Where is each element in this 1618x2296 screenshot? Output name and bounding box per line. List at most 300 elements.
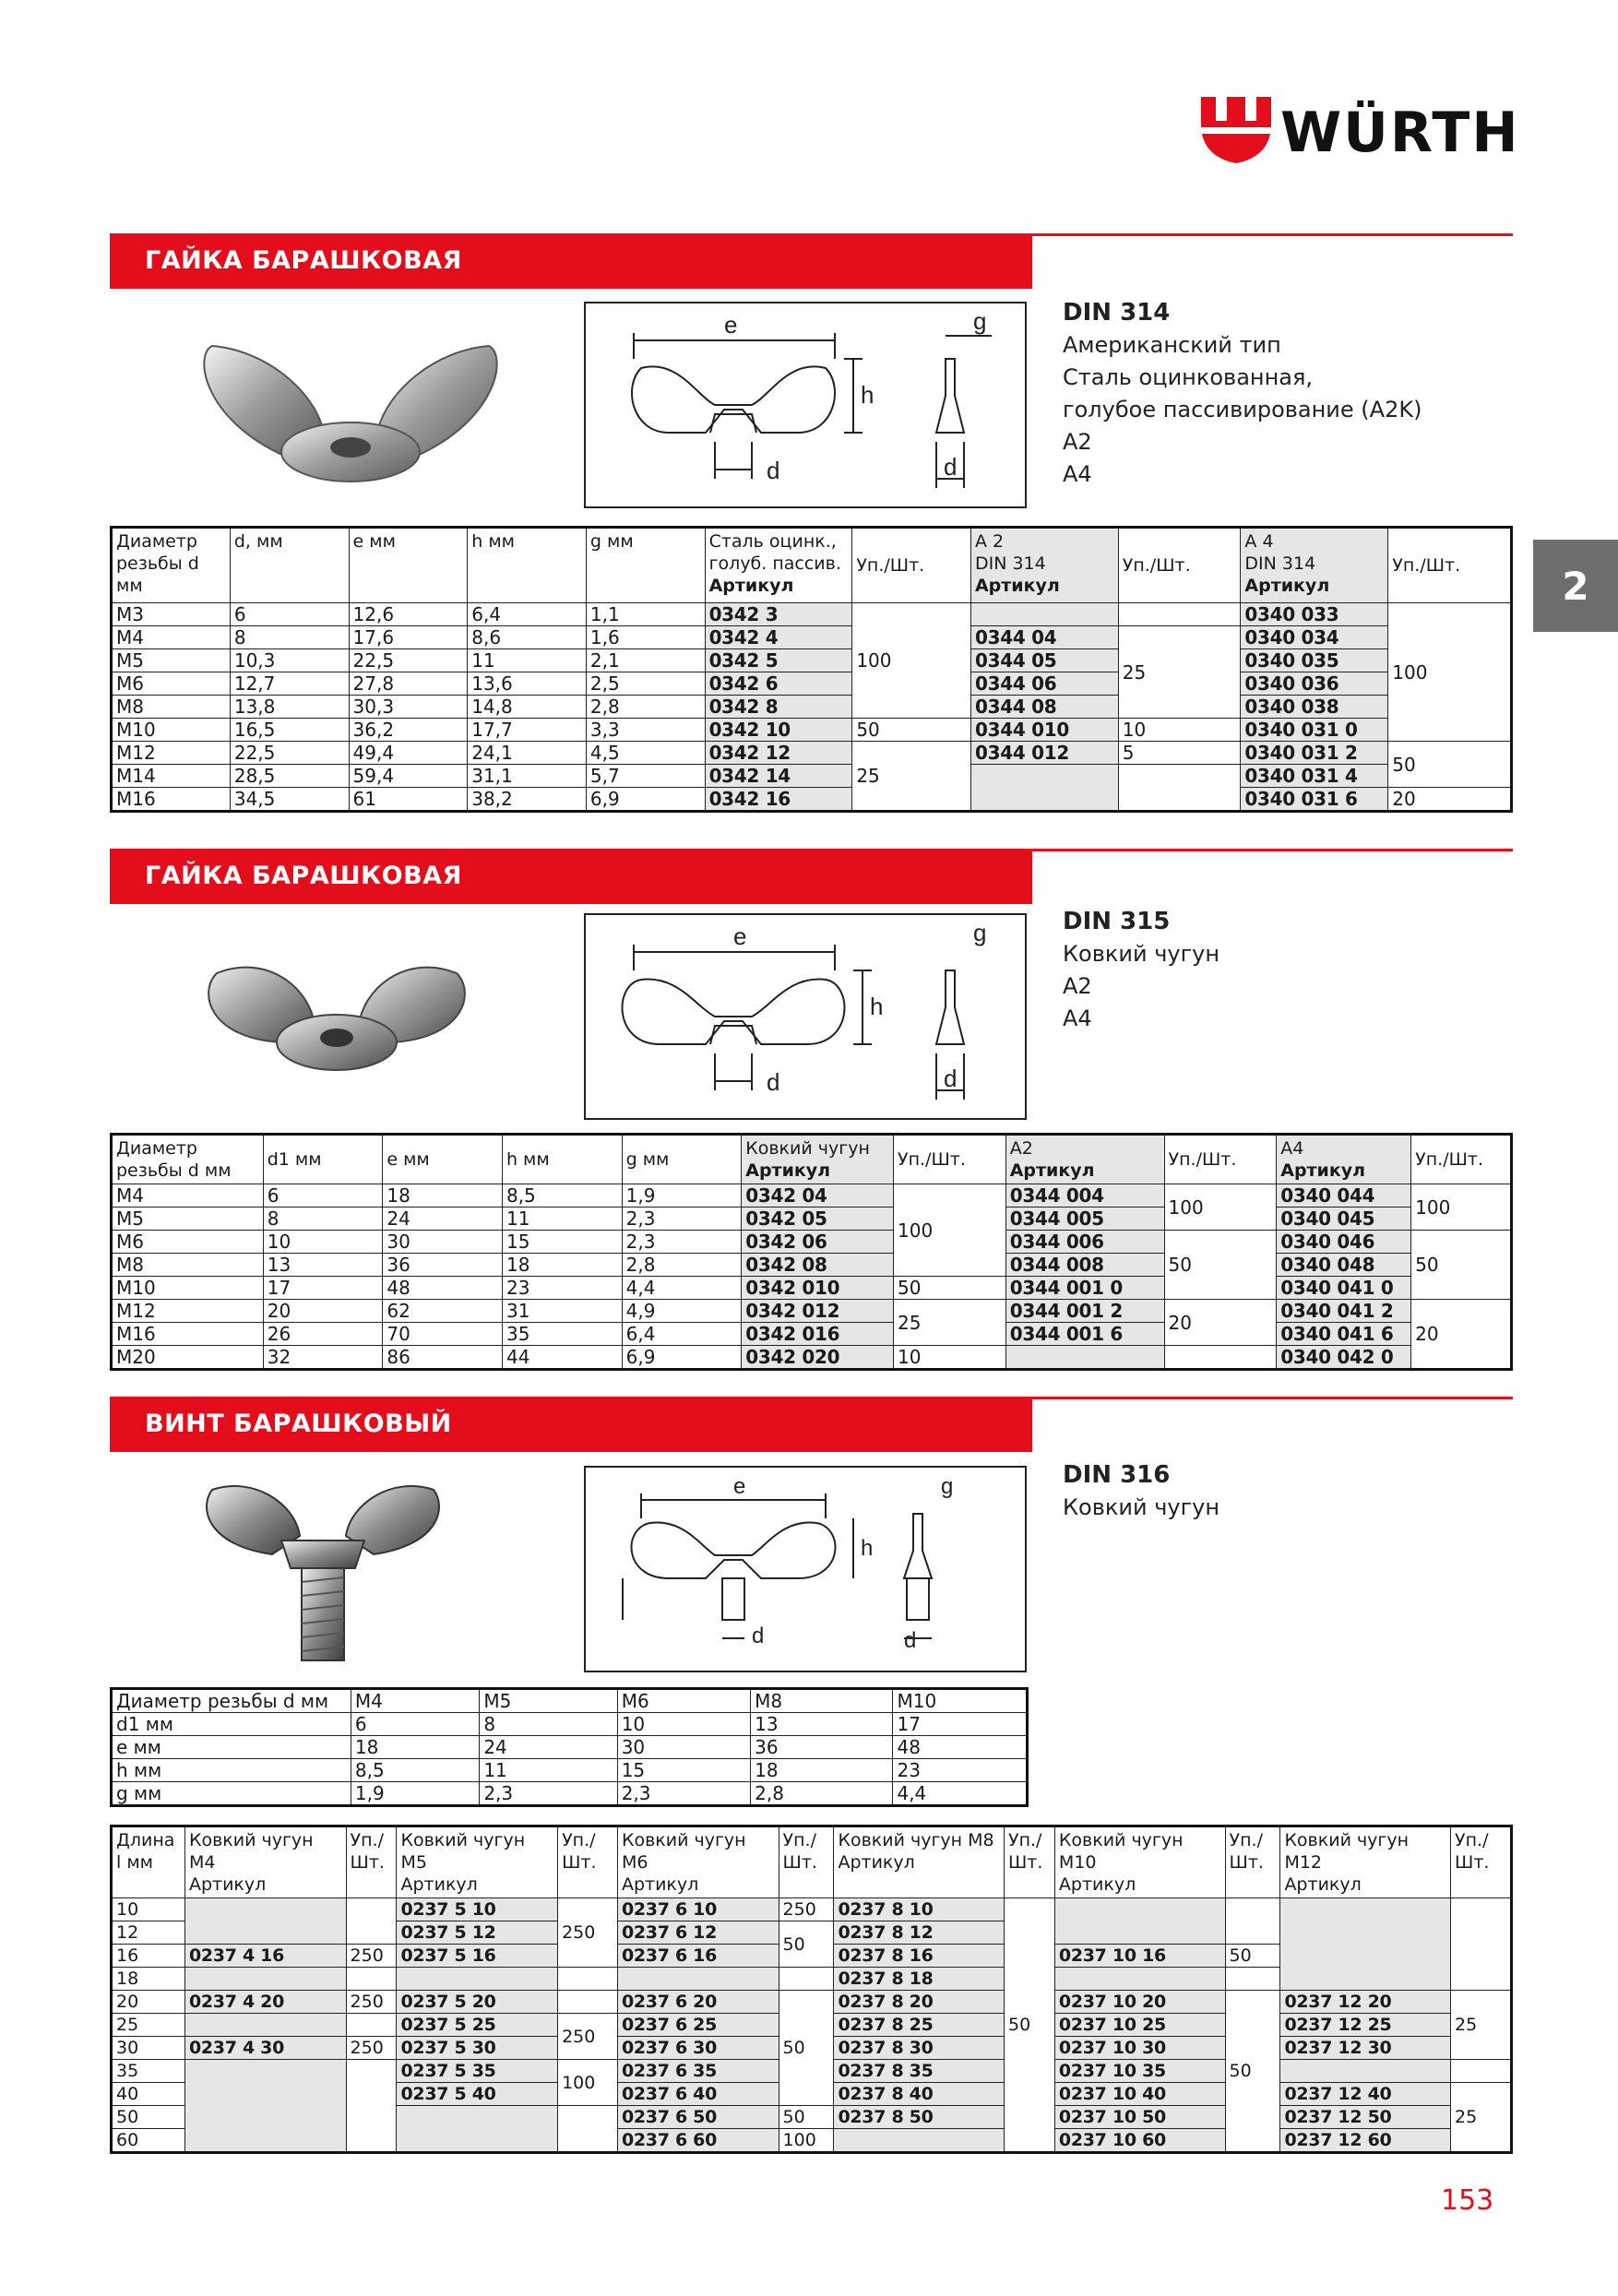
table-cell: h мм (112, 1759, 351, 1782)
table-cell: 1,6 (586, 626, 705, 649)
table-cell (617, 1968, 779, 1991)
wurth-logo-mark-icon (1199, 97, 1273, 163)
col-header: A 4 DIN 314 Артикул (1241, 528, 1388, 603)
table-cell: 0344 06 (970, 672, 1118, 696)
table-cell: 50 (1164, 1231, 1277, 1300)
table-cell: 17,7 (468, 719, 587, 742)
table-cell: M6 (112, 1231, 264, 1254)
table-cell: 50 (112, 2106, 185, 2129)
table-cell: 0344 004 (1005, 1184, 1164, 1207)
table-cell: 8 (230, 626, 349, 649)
col-header: Уп./ Шт. (1451, 1826, 1512, 1898)
table-cell: 0342 04 (742, 1184, 894, 1207)
table-cell: 4,4 (622, 1277, 742, 1300)
table-cell: 10 (263, 1231, 383, 1254)
col-header: h мм (502, 1135, 622, 1184)
table-cell: 250 (779, 1898, 834, 1921)
col-header: Уп./ Шт. (1225, 1826, 1280, 1898)
chapter-tab: 2 (1533, 540, 1618, 632)
table-cell: 0340 048 (1277, 1254, 1411, 1277)
table-cell: 0342 010 (742, 1277, 894, 1300)
table-cell (184, 1898, 346, 1945)
table-cell: 23 (893, 1759, 1028, 1782)
table-cell: M5 (112, 1207, 264, 1231)
table-cell: 1,1 (586, 603, 705, 626)
table-cell: 20 (1411, 1300, 1512, 1370)
wing-nut-photo-1 (175, 318, 526, 494)
dim-label-g: g (973, 307, 987, 335)
table-cell: 50 (779, 1921, 834, 1968)
table-cell: 38,2 (468, 788, 587, 812)
table-cell: 0340 031 2 (1241, 742, 1388, 765)
table-cell: 0340 031 6 (1241, 788, 1388, 812)
product-description-3 (1063, 1459, 1219, 1524)
table-cell: 10,3 (230, 649, 349, 672)
table-cell: 12,6 (349, 603, 468, 626)
table-cell: 0237 5 10 (397, 1898, 558, 1921)
table-row (112, 765, 1512, 788)
table-cell (558, 2106, 618, 2153)
table-row (112, 1231, 1512, 1254)
table-cell: 0340 041 0 (1277, 1277, 1411, 1300)
table-cell: 10 (112, 1898, 185, 1921)
col-header: Уп./ Шт. (346, 1826, 397, 1898)
table-cell: 250 (346, 1991, 397, 2014)
table-cell: 0340 041 2 (1277, 1300, 1411, 1323)
table-cell (1164, 1346, 1277, 1370)
table-cell: 2,1 (586, 649, 705, 672)
table-cell: 0237 6 60 (617, 2129, 779, 2153)
table-cell: 59,4 (349, 765, 468, 788)
table-cell: 0237 10 16 (1054, 1945, 1225, 1968)
table-cell: 22,5 (230, 742, 349, 765)
table-row (112, 1254, 1512, 1277)
table-row (112, 1323, 1512, 1346)
table-cell: 6,9 (586, 788, 705, 812)
table-cell: 40 (112, 2083, 185, 2106)
table-cell: 24,1 (468, 742, 587, 765)
table-cell: 35 (502, 1323, 622, 1346)
dim-label-d1: d (904, 1628, 917, 1653)
table-cell: 0237 5 40 (397, 2083, 558, 2106)
table-cell: 20 (1164, 1300, 1277, 1346)
table-cell (1054, 1968, 1225, 1991)
table-cell: 2,3 (622, 1231, 742, 1254)
table-cell: 13 (263, 1254, 383, 1277)
table-cell: 0237 12 20 (1280, 1991, 1451, 2014)
wing-nut-photo-2 (198, 936, 475, 1084)
table-cell: M14 (112, 765, 231, 788)
table-cell: 15 (502, 1231, 622, 1254)
table-cell: 0344 008 (1005, 1254, 1164, 1277)
section-rule (1032, 233, 1513, 236)
table-cell: 0342 06 (742, 1231, 894, 1254)
table-cell: 5,7 (586, 765, 705, 788)
section-rule (1032, 849, 1513, 851)
table-cell: 25 (852, 742, 971, 812)
table-cell: 11 (502, 1207, 622, 1231)
table-cell: 0340 042 0 (1277, 1346, 1411, 1370)
table-cell: 13,6 (468, 672, 587, 696)
table-cell: 0237 6 40 (617, 2083, 779, 2106)
col-header: g мм (622, 1135, 742, 1184)
table-cell (1280, 1898, 1451, 1991)
table-cell: 11 (468, 649, 587, 672)
table-cell: 0237 8 10 (834, 1898, 1005, 1921)
table-cell: 0237 6 30 (617, 2037, 779, 2060)
desc-line: A4 (1063, 461, 1092, 487)
table-cell: M5 (480, 1689, 617, 1713)
table-row (112, 603, 1512, 626)
dim-label-d: d (767, 1068, 780, 1096)
desc-line: Сталь оцинкованная, (1063, 364, 1314, 390)
dim-label-h: h (861, 1536, 874, 1561)
table-cell: 0340 046 (1277, 1231, 1411, 1254)
table-cell: 25 (1451, 1991, 1512, 2060)
table-cell: 0237 12 60 (1280, 2129, 1451, 2153)
table-cell: 100 (1388, 603, 1512, 742)
table-cell: 30 (112, 2037, 185, 2060)
table-cell: 250 (558, 2014, 618, 2060)
table-cell: 6 (230, 603, 349, 626)
table-cell: M16 (112, 1323, 264, 1346)
table-cell: 25 (1118, 626, 1241, 719)
table-cell: 0237 5 16 (397, 1945, 558, 1968)
table-cell (970, 765, 1118, 812)
table-cell: M16 (112, 788, 231, 812)
table-cell: 0237 12 25 (1280, 2014, 1451, 2037)
table-cell: 0342 10 (705, 719, 852, 742)
section-header-1 (110, 233, 1032, 289)
table-cell: 0237 10 35 (1054, 2060, 1225, 2083)
table-cell: 25 (1451, 2083, 1512, 2153)
col-header: Сталь оцинк., голуб. пассив. Артикул (705, 528, 852, 603)
din-code: DIN 314 (1063, 299, 1171, 327)
table-cell: 26 (263, 1323, 383, 1346)
table-cell: M12 (112, 742, 231, 765)
table-cell (558, 1991, 618, 2014)
table-cell: M6 (112, 672, 231, 696)
table-cell: 0340 038 (1241, 696, 1388, 719)
table-cell: 50 (1225, 1945, 1280, 1968)
wing-screw-photo (198, 1467, 447, 1670)
table-cell: 4,9 (622, 1300, 742, 1323)
table-cell: M4 (112, 1184, 264, 1207)
table-cell: M4 (351, 1689, 479, 1713)
table-cell: 16 (112, 1945, 185, 1968)
table-cell: 17,6 (349, 626, 468, 649)
col-header: Длина l мм (112, 1826, 185, 1898)
table-cell: 2,8 (586, 696, 705, 719)
page-number: 153 (1441, 2184, 1494, 2217)
table-cell: 50 (1004, 1898, 1054, 2153)
table-cell: 0342 08 (742, 1254, 894, 1277)
table-row (112, 649, 1512, 672)
table-cell: 0237 8 30 (834, 2037, 1005, 2060)
table-cell (1118, 765, 1241, 812)
dim-label-g: g (973, 919, 987, 946)
table-cell: 8 (480, 1713, 617, 1736)
table-cell: 0342 14 (705, 765, 852, 788)
table-cell: 36,2 (349, 719, 468, 742)
table-cell: 0237 12 30 (1280, 2037, 1451, 2060)
table-cell: 0340 036 (1241, 672, 1388, 696)
table-cell: 2,3 (480, 1782, 617, 1806)
table-cell: 0237 10 25 (1054, 2014, 1225, 2037)
table-cell: M5 (112, 649, 231, 672)
table-cell (1054, 1898, 1225, 1945)
table-row (112, 1300, 1512, 1323)
table-cell: 12 (112, 1921, 185, 1945)
table-cell: 31 (502, 1300, 622, 1323)
table-cell: 0237 5 20 (397, 1991, 558, 2014)
table-cell: 0237 8 35 (834, 2060, 1005, 2083)
spec-table-din314 (110, 526, 1513, 813)
dim-label-h: h (861, 381, 874, 409)
dim-label-g: g (941, 1474, 954, 1499)
table-cell: 0344 006 (1005, 1231, 1164, 1254)
article-table-din316 (110, 1825, 1513, 2154)
wurth-logo (1199, 97, 1520, 167)
table-row (112, 719, 1512, 742)
table-cell: 3,3 (586, 719, 705, 742)
col-header: Ковкий чугун M12 Артикул (1280, 1826, 1451, 1898)
table-cell: 50 (1388, 742, 1512, 788)
col-header: Уп./Шт. (894, 1135, 1006, 1184)
table-cell: 0237 4 20 (184, 1991, 346, 2014)
table-cell: 44 (502, 1346, 622, 1370)
table-cell: 13,8 (230, 696, 349, 719)
col-header: Диаметр резьбы d мм (112, 1135, 264, 1184)
table-cell: 0344 08 (970, 696, 1118, 719)
col-header: Ковкий чугун M10 Артикул (1054, 1826, 1225, 1898)
col-header: Уп./Шт. (1388, 528, 1512, 603)
table-cell: 36 (383, 1254, 503, 1277)
table-cell: 6 (351, 1713, 479, 1736)
table-cell: 13 (751, 1713, 893, 1736)
table-cell (184, 2060, 346, 2153)
col-header: Уп./Шт. (1118, 528, 1241, 603)
table-cell: 24 (383, 1207, 503, 1231)
table-cell: 0237 5 12 (397, 1921, 558, 1945)
table-cell (779, 1968, 834, 1991)
table-cell: 0344 010 (970, 719, 1118, 742)
table-cell: 0237 5 35 (397, 2060, 558, 2083)
table-cell (397, 2106, 558, 2153)
table-cell: 8,6 (468, 626, 587, 649)
dim-label-d1: d (944, 453, 958, 481)
table-cell (1225, 1898, 1280, 1945)
table-cell: 0237 8 40 (834, 2083, 1005, 2106)
table-cell: 6,9 (622, 1346, 742, 1370)
table-row (112, 696, 1512, 719)
table-cell: 100 (779, 2129, 834, 2153)
product-description-1 (1063, 297, 1422, 491)
table-cell: 0237 6 25 (617, 2014, 779, 2037)
dim-label-e: e (724, 311, 738, 339)
table-cell: 2,8 (622, 1254, 742, 1277)
table-cell (346, 2060, 397, 2153)
table-cell: 50 (894, 1277, 1006, 1300)
table-cell (558, 1968, 618, 1991)
table-cell: M8 (751, 1689, 893, 1713)
table-cell: 0237 6 20 (617, 1991, 779, 2014)
table-cell: 22,5 (349, 649, 468, 672)
table-cell: 0237 5 30 (397, 2037, 558, 2060)
table-cell: 4,5 (586, 742, 705, 765)
table-row (112, 1782, 1028, 1806)
table-cell: 100 (1164, 1184, 1277, 1231)
table-row (112, 528, 1512, 603)
table-cell: 34,5 (230, 788, 349, 812)
table-cell: 50 (852, 719, 971, 742)
col-header: Ковкий чугун M8 Артикул (834, 1826, 1005, 1898)
din-code: DIN 316 (1063, 1461, 1171, 1489)
col-header: Ковкий чугун M4 Артикул (184, 1826, 346, 1898)
table-cell: 27,8 (349, 672, 468, 696)
dimension-table-din316 (110, 1687, 1029, 1807)
table-cell: 18 (502, 1254, 622, 1277)
table-row (112, 672, 1512, 696)
spec-table-din315 (110, 1133, 1513, 1371)
table-cell: 1,9 (351, 1782, 479, 1806)
table-row (112, 1184, 1512, 1207)
table-cell: 0237 6 50 (617, 2106, 779, 2129)
product-description-2 (1063, 906, 1219, 1035)
table-cell: 30 (617, 1736, 750, 1759)
table-cell: 35 (112, 2060, 185, 2083)
section-header-2 (110, 849, 1032, 904)
table-cell: 0342 4 (705, 626, 852, 649)
table-row (112, 626, 1512, 649)
table-cell: 0342 05 (742, 1207, 894, 1231)
table-cell: M10 (112, 719, 231, 742)
table-cell: 0344 005 (1005, 1207, 1164, 1231)
table-cell: 6 (263, 1184, 383, 1207)
table-cell: 86 (383, 1346, 503, 1370)
technical-drawing-3 (584, 1466, 1027, 1672)
table-cell: M20 (112, 1346, 264, 1370)
table-cell: 62 (383, 1300, 503, 1323)
table-cell: 48 (383, 1277, 503, 1300)
table-cell: 20 (263, 1300, 383, 1323)
table-cell: 50 (1411, 1231, 1512, 1300)
table-cell: 0342 12 (705, 742, 852, 765)
table-cell: 6,4 (622, 1323, 742, 1346)
table-cell: 0340 041 6 (1277, 1323, 1411, 1346)
table-cell: 0342 16 (705, 788, 852, 812)
table-cell: 0340 031 0 (1241, 719, 1388, 742)
desc-line: Американский тип (1063, 332, 1281, 358)
table-cell: 0237 10 60 (1054, 2129, 1225, 2153)
table-cell: 0237 8 18 (834, 1968, 1005, 1991)
table-cell: M10 (893, 1689, 1028, 1713)
table-cell: 14,8 (468, 696, 587, 719)
table-cell: e мм (112, 1736, 351, 1759)
table-cell: 0342 5 (705, 649, 852, 672)
table-cell: 0344 001 2 (1005, 1300, 1164, 1323)
table-cell: 61 (349, 788, 468, 812)
table-cell: 24 (480, 1736, 617, 1759)
table-row (112, 1135, 1512, 1184)
table-cell (1280, 2060, 1451, 2083)
table-cell: 0340 033 (1241, 603, 1388, 626)
desc-line: голубое пассивирование (A2K) (1063, 397, 1422, 422)
dim-label-e: e (733, 1474, 746, 1499)
din-code: DIN 315 (1063, 908, 1171, 935)
table-cell: 0342 012 (742, 1300, 894, 1323)
table-cell: 17 (263, 1277, 383, 1300)
table-cell: 0237 5 25 (397, 2014, 558, 2037)
table-cell: 30 (383, 1231, 503, 1254)
table-cell (397, 1968, 558, 1991)
table-cell (346, 1898, 397, 1945)
table-cell: 250 (558, 1898, 618, 1968)
table-cell: 10 (617, 1713, 750, 1736)
table-cell: 0237 8 20 (834, 1991, 1005, 2014)
table-cell: 0344 012 (970, 742, 1118, 765)
table-cell: 0237 10 50 (1054, 2106, 1225, 2129)
table-cell: 18 (351, 1736, 479, 1759)
table-cell (1225, 1968, 1280, 1991)
table-cell (834, 2129, 1005, 2153)
table-cell: 0340 031 4 (1241, 765, 1388, 788)
table-cell: 0237 6 10 (617, 1898, 779, 1921)
table-cell: g мм (112, 1782, 351, 1806)
table-row (112, 1736, 1028, 1759)
table-cell: 32 (263, 1346, 383, 1370)
col-header: e мм (349, 528, 468, 603)
table-cell: 10 (894, 1346, 1006, 1370)
section-title: ВИНТ БАРАШКОВЫЙ (145, 1410, 452, 1438)
table-cell: 0237 10 40 (1054, 2083, 1225, 2106)
col-header: Диаметр резьбы d мм (112, 528, 231, 603)
table-cell (1451, 1898, 1512, 1991)
desc-line: A4 (1063, 1005, 1092, 1031)
table-cell: 18 (112, 1968, 185, 1991)
table-row (112, 1277, 1512, 1300)
desc-line: Ковкий чугун (1063, 1494, 1220, 1520)
table-cell: 100 (558, 2060, 618, 2106)
logo-wordmark: WÜRTH (1280, 101, 1520, 165)
table-cell: 70 (383, 1323, 503, 1346)
table-row (112, 1991, 1512, 2014)
table-cell (1005, 1346, 1164, 1370)
table-cell (346, 1968, 397, 1991)
table-cell: 18 (751, 1759, 893, 1782)
table-cell: 2,5 (586, 672, 705, 696)
table-cell: 5 (1118, 742, 1241, 765)
table-cell: 20 (1388, 788, 1512, 812)
table-cell: 28,5 (230, 765, 349, 788)
table-cell: 0237 12 40 (1280, 2083, 1451, 2106)
table-cell: 0237 6 12 (617, 1921, 779, 1945)
col-header: A2 Артикул (1005, 1135, 1164, 1184)
table-row (112, 1346, 1512, 1370)
table-cell: 0237 10 20 (1054, 1991, 1225, 2014)
table-cell: 0342 016 (742, 1323, 894, 1346)
col-header: Ковкий чугун M6 Артикул (617, 1826, 779, 1898)
table-cell: M3 (112, 603, 231, 626)
dim-label-d1: d (944, 1065, 958, 1092)
col-header: e мм (383, 1135, 503, 1184)
table-cell: 0344 001 0 (1005, 1277, 1164, 1300)
table-cell: 18 (383, 1184, 503, 1207)
table-cell: 30,3 (349, 696, 468, 719)
table-row (112, 1207, 1512, 1231)
table-cell: 0342 020 (742, 1346, 894, 1370)
col-header: h мм (468, 528, 587, 603)
